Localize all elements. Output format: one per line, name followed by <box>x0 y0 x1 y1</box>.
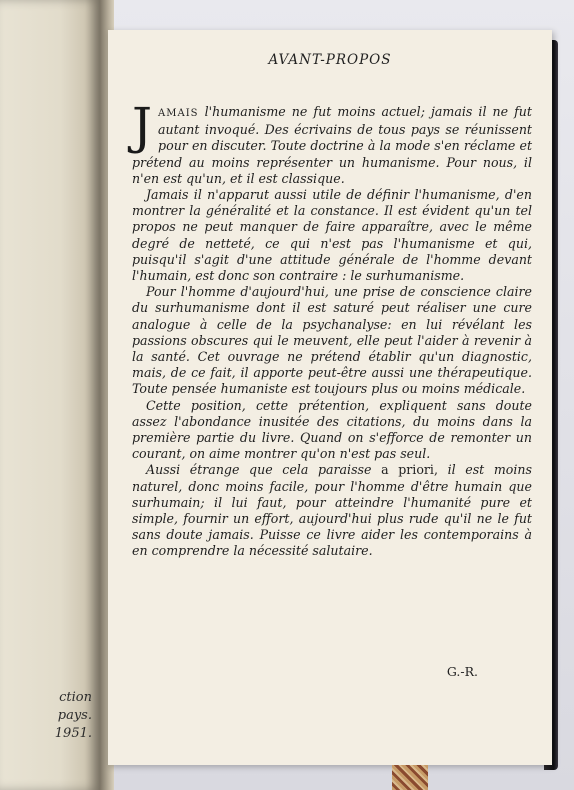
roman-phrase: a priori, <box>381 462 438 478</box>
paragraph <box>132 462 532 559</box>
drop-cap: J <box>132 97 153 155</box>
margin-text-line: 1951. <box>54 726 92 741</box>
paragraph: Jamais il n'apparut aussi utile de définir l'humanisme, d'en montrer la généralité et la constance. Il est évident qu'un tel propos ne peut manquer de faire apparaître, avec le même degré de netteté, ce qui n'est pas l'humanisme et qui, puisqu'il s'agit d'une attitude générale de l'homme devant l'humain, est donc son contraire : le surhumanisme. <box>132 187 532 284</box>
margin-text-line: pays. <box>57 708 92 723</box>
page-body <box>132 97 532 560</box>
paragraph <box>132 97 532 187</box>
author-signature: G.-R. <box>446 664 478 679</box>
margin-text-line: ction <box>59 690 92 705</box>
book-page <box>108 30 552 765</box>
page-heading: AVANT-PROPOS <box>268 52 392 68</box>
paragraph: Pour l'homme d'aujourd'hui, une prise de conscience claire du surhumanisme dont il est saturé peut réaliser une cure analogue à celle de la psychanalyse: en lui révélant les passions obscures qui le meuvent, elle peut l'aider à revenir à la santé. Cet ouvrage ne prétend établir qu'un diagnostic, mais, de ce fait, il apporte peut-être aussi une thérapeutique. Toute pensée humaniste est toujours plus ou moins médicale. <box>132 284 532 397</box>
paragraph: Cette position, cette prétention, expliquent sans doute assez l'abondance inusitée des citations, du moins dans la première partie du livre. Quand on s'efforce de remonter un courant, on aime montrer qu'on n'est pas seul. <box>132 397 532 462</box>
paragraph-text: Aussi étrange que cela paraisse <box>146 462 372 478</box>
paragraph-text: l'humanisme ne fut moins actuel; jamais il ne fut autant invoqué. Des écrivains de tous pays se réunissent pour en discuter. Toute doctrine à la mode s'en réclame et prétend au moins représenter un humanisme. Pour nous, il n'en est qu'un, et il est classique. <box>132 104 532 186</box>
facing-page-left <box>0 0 100 790</box>
first-word-smallcaps: AMAIS <box>158 108 199 119</box>
bookmark-ribbon <box>392 765 428 790</box>
paragraph-text: il est moins naturel, donc moins facile, pour l'homme d'être humain que surhumain; il lui faut, pour atteindre l'humanité pure et simple, fournir un effort, aujourd'hui plus rude qu'il ne le fut sans doute jamais. Puisse ce livre aider les contemporains à en comprendre la nécessité salutaire. <box>132 462 532 559</box>
